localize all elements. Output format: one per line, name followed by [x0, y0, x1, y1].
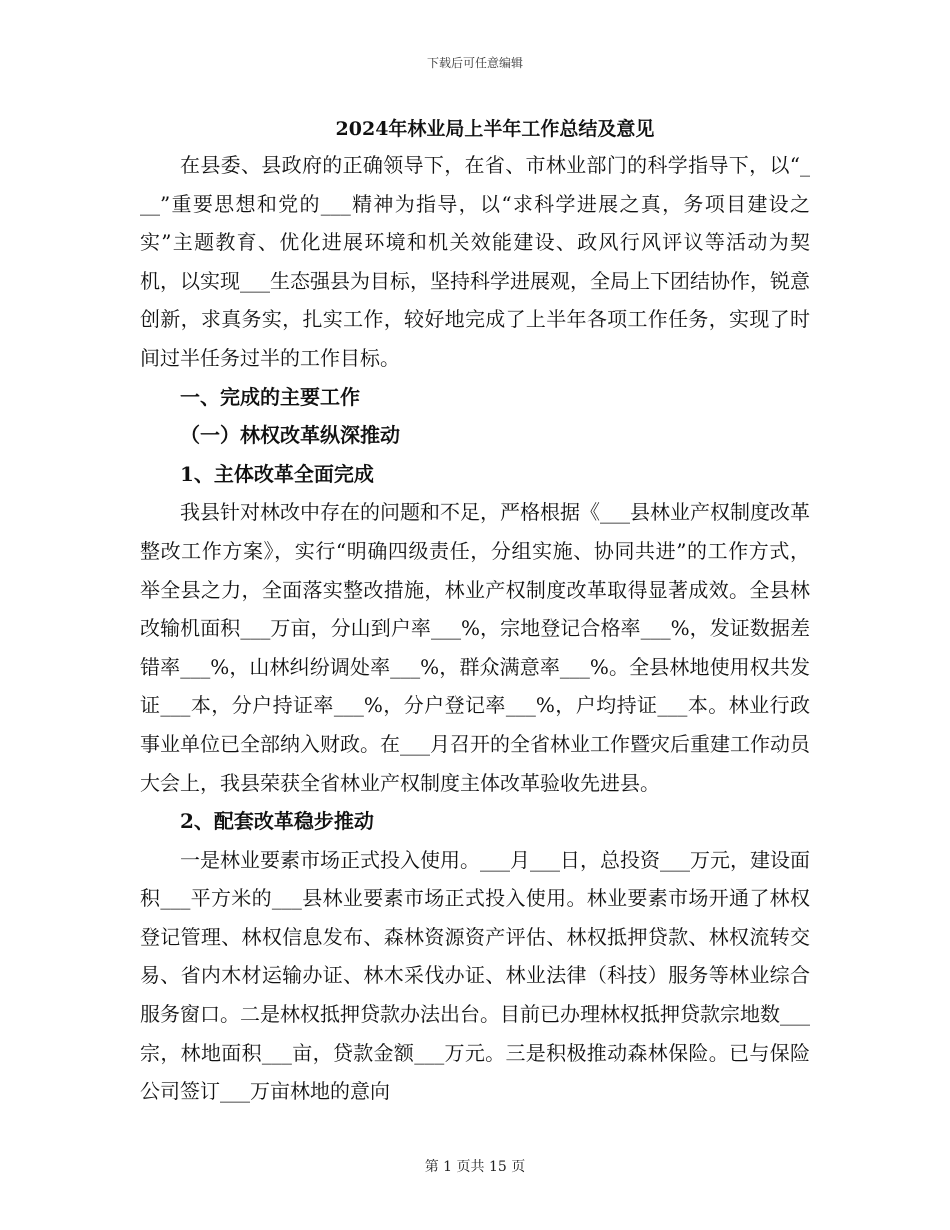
section-heading-main-work: 一、完成的主要工作 — [180, 384, 360, 409]
item-heading-supporting-reform: 2、配套改革稳步推动 — [180, 809, 374, 834]
page-footer: 第 1 页共 15 页 — [424, 1159, 526, 1175]
item-heading-main-reform: 1、主体改革全面完成 — [180, 461, 374, 486]
supporting-reform-paragraph: 一是林业要素市场正式投入使用。___月___日，总投资___万元，建设面积___平方米的___县林业要素市场正式投入使用。林业要素市场开通了林权登记管理、林权信息发布、森林资源资产评估、林权抵押贷款、林权流转交易、省内木材运输办证、林木采伐办证、林业法律（科技）服务等林业综合服务窗口。二是林权抵押贷款办法出台。目前已办理林权抵押贷款宗地数___宗，林地面积___亩，贷款金额___万元。三是积极推动森林保险。已与保险公司签订___万亩林地的意向 — [140, 847, 810, 1104]
subsection-heading-forest-reform: （一）林权改革纵深推动 — [180, 423, 400, 448]
document-title: 2024年林业局上半年工作总结及意见 — [335, 118, 655, 140]
main-reform-paragraph: 我县针对林改中存在的问题和不足，严格根据《___县林业产权制度改革整改工作方案》，实行“明确四级责任，分组实施、协同共进”的工作方式，举全县之力，全面落实整改措施，林业产权制度改革取得显著成效。全县林改输机面积___万亩，分山到户率___%，宗地登记合格率___%，发证数据差错率___%，山林纠纷调处率___%，群众满意率___%。全县林地使用权共发证___本，分户持证率___%，分户登记率___%，户均持证___本。林业行政事业单位已全部纳入财政。在___月召开的全省林业工作暨灾后重建工作动员大会上，我县荣获全省林业产权制度主体改革验收先进县。 — [140, 500, 810, 795]
document-body — [140, 112, 810, 1111]
header-note: 下载后可任意编辑 — [426, 56, 523, 70]
intro-paragraph: 在县委、县政府的正确领导下，在省、市林业部门的科学指导下，以“___”重要思想和党的___精神为指导，以“求科学进展之真，务项目建设之实”主题教育、优化进展环境和机关效能建设、政风行风评议等活动为契机，以实现___生态强县为目标，坚持科学进展观，全局上下团结协作，锐意创新，求真务实，扎实工作，较好地完成了上半年各项工作任务，实现了时间过半任务过半的工作目标。 — [140, 153, 810, 370]
